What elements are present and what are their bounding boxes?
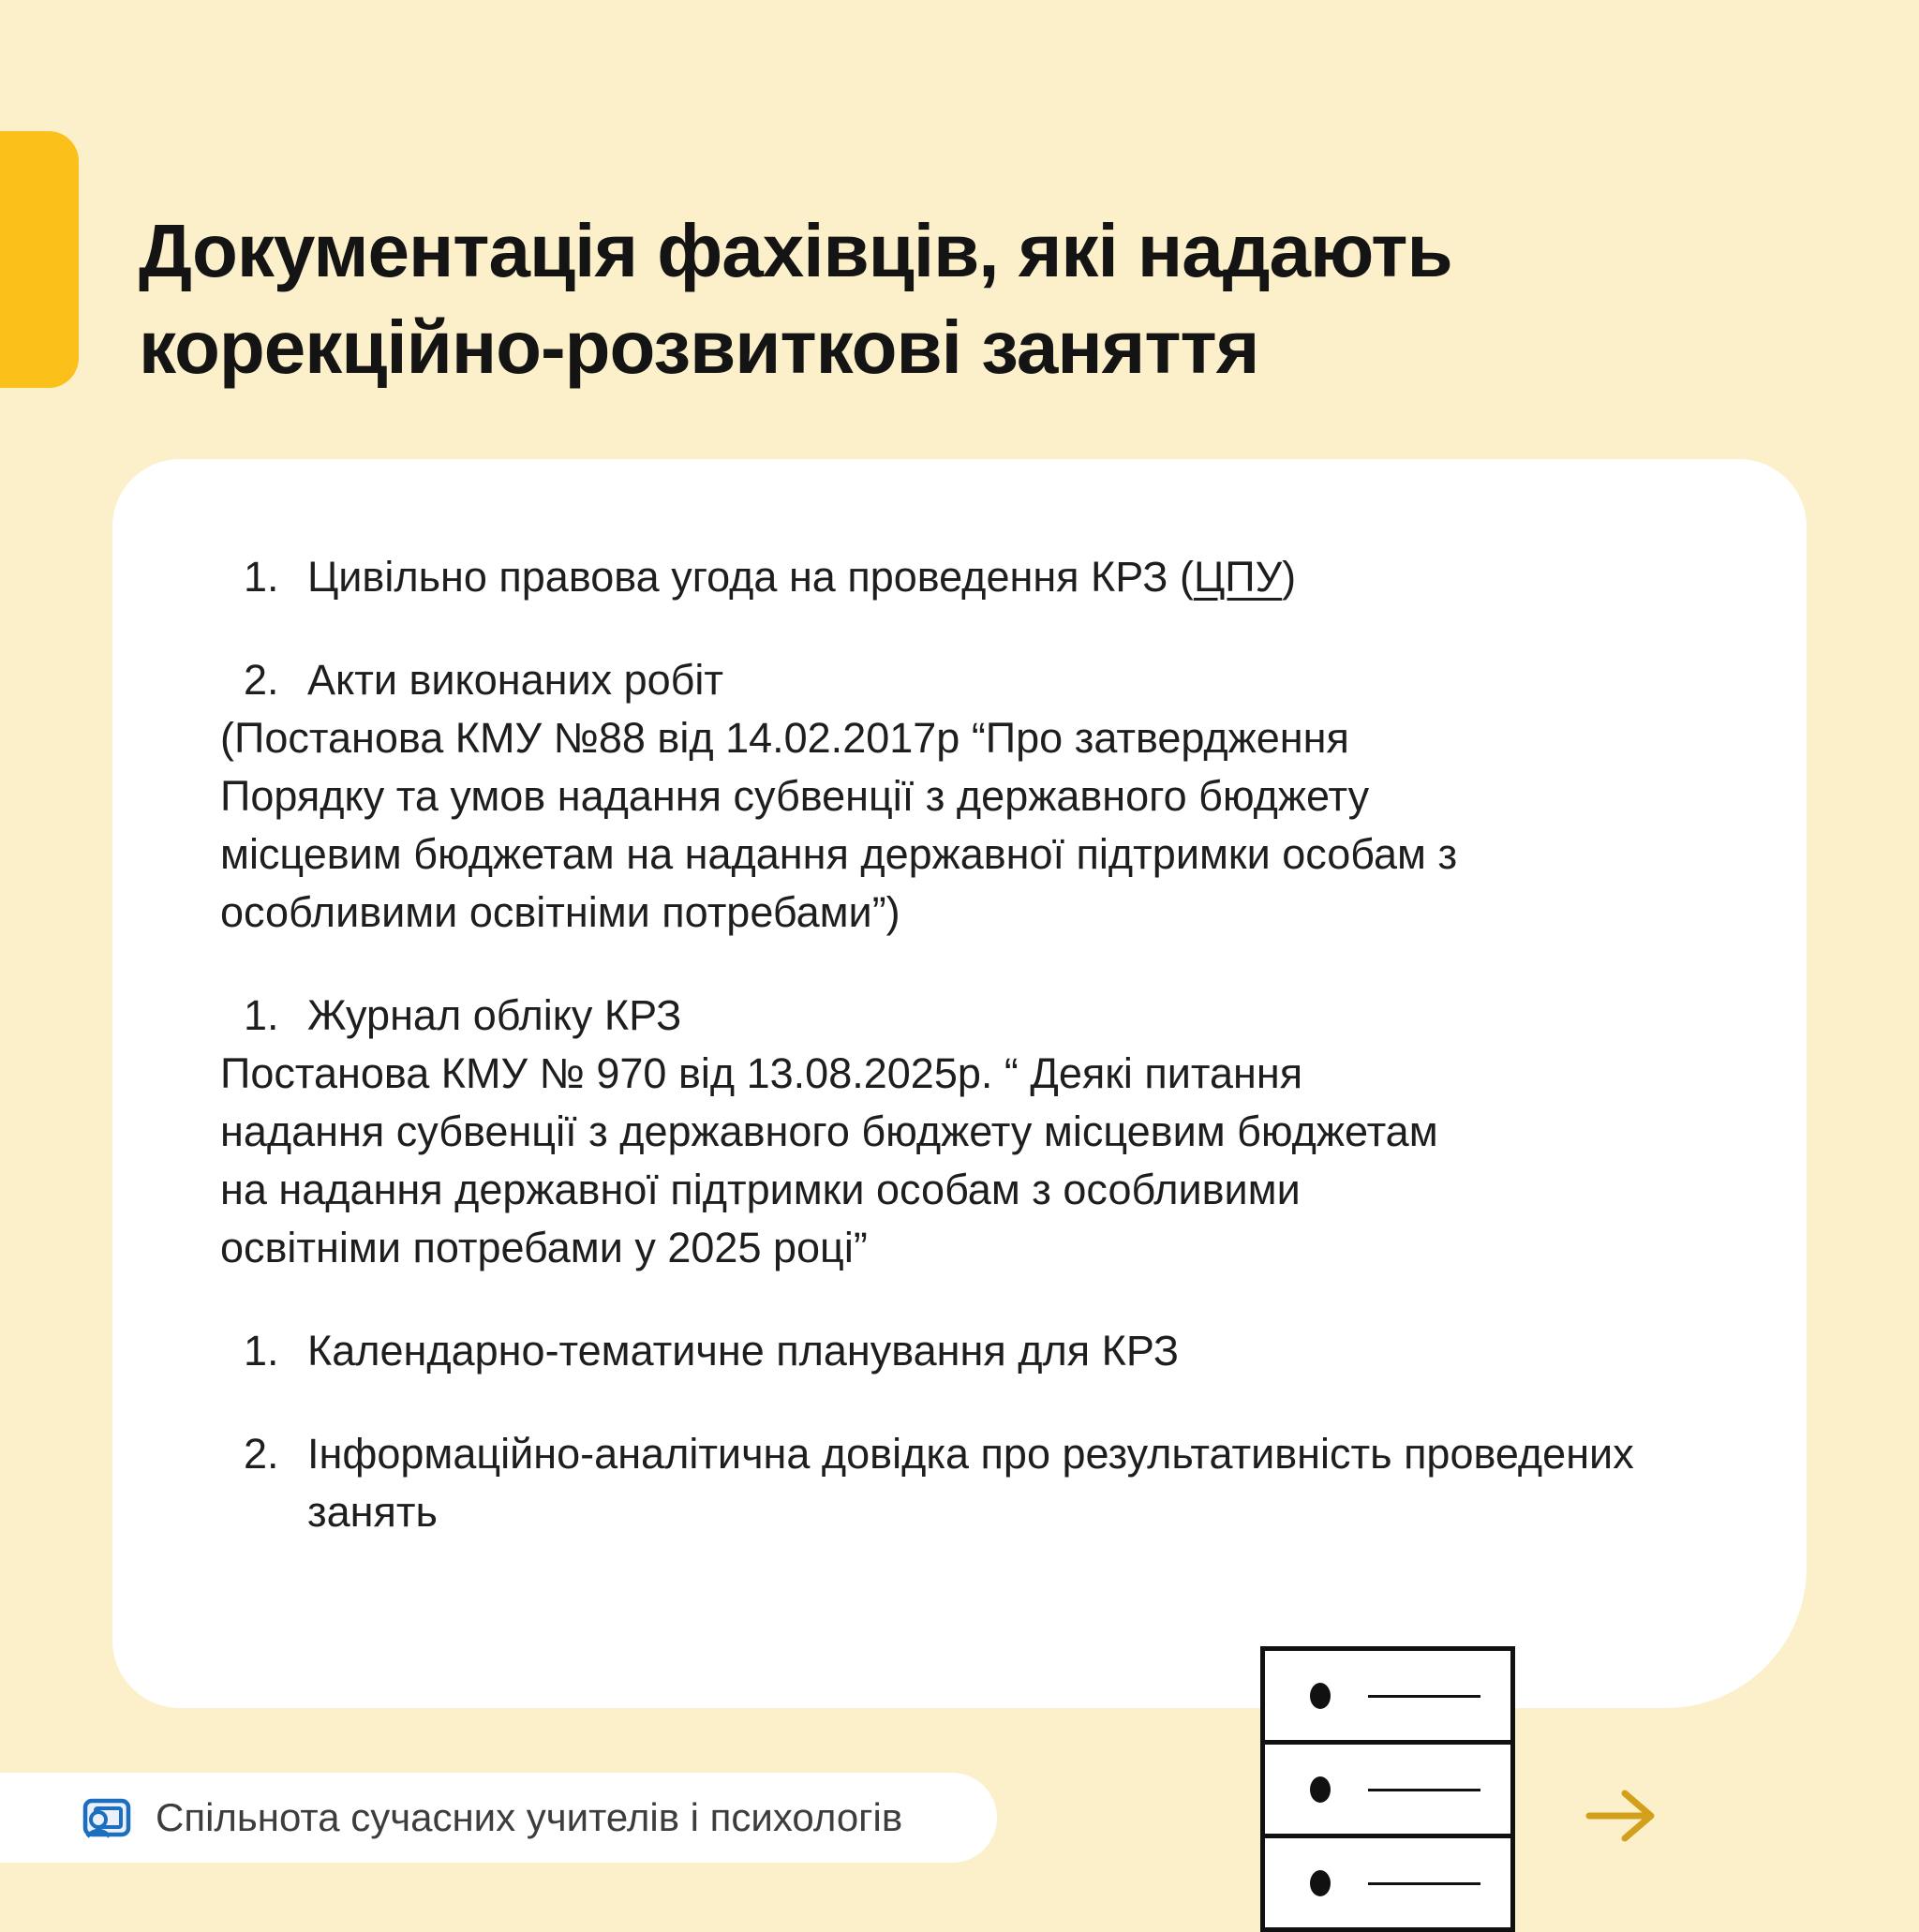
list-item-number: 1. <box>244 1327 279 1375</box>
list-item-text <box>307 548 1691 606</box>
list-item-text: Акти виконаних робіт <box>307 656 724 704</box>
list-item-text: Календарно-тематичне планування для КРЗ <box>307 1327 1180 1375</box>
file-cabinet-illustration <box>1260 1646 1515 1927</box>
drawer-knob-icon <box>1310 1776 1331 1803</box>
cabinet-drawer <box>1260 1646 1515 1740</box>
cabinet-drawer <box>1260 1740 1515 1834</box>
list-item-number: 2. <box>244 656 279 704</box>
content-card <box>112 459 1807 1708</box>
footer-brand-pill <box>0 1773 997 1863</box>
drawer-label-line <box>1368 1789 1480 1791</box>
list-item-text: Інформаційно-аналітична довідка про результативність проведених занять <box>307 1430 1634 1536</box>
list-item <box>220 651 1691 709</box>
community-badge-icon <box>82 1793 131 1842</box>
drawer-label-line <box>1368 1882 1480 1885</box>
list-item-number: 1. <box>244 991 279 1039</box>
regulation-note: Постанова КМУ № 970 від 13.08.2025р. “ Деякі питання надання субвенції з державного бюджету місцевим бюджетам на надання державної підтримки особам з особливими освітніми потребами у 2025 році” <box>220 1049 1438 1271</box>
list-item-text-after: ) <box>1282 553 1297 601</box>
list-item-number: 2. <box>244 1430 279 1478</box>
drawer-knob-icon <box>1310 1683 1331 1709</box>
drawer-label-line <box>1368 1695 1480 1698</box>
document-list <box>220 548 1691 1541</box>
list-item-text: Журнал обліку КРЗ <box>307 991 682 1039</box>
regulation-note: (Постанова КМУ №88 від 14.02.2017р “Про затвердження Порядку та умов надання субвенції з державного бюджету місцевим бюджетам на надання державної підтримки особам з особливими освітніми потребами”) <box>220 714 1458 936</box>
cabinet-drawer <box>1260 1834 1515 1932</box>
list-item-text-before: Цивільно правова угода на проведення КРЗ ( <box>307 553 1194 601</box>
list-item <box>220 548 1691 606</box>
next-slide-button[interactable] <box>1582 1782 1660 1850</box>
drawer-knob-icon <box>1310 1870 1331 1896</box>
page-title: Документація фахівців, які надають корекційно-розвиткові заняття <box>139 208 1452 389</box>
community-name: Спільнота сучасних учителів і психологів <box>156 1795 903 1839</box>
cpu-link[interactable]: ЦПУ <box>1193 553 1283 601</box>
list-item <box>220 987 1691 1045</box>
list-item <box>220 1322 1691 1380</box>
accent-tab-bar <box>0 131 79 388</box>
list-item <box>220 1425 1691 1541</box>
list-item-number: 1. <box>244 553 279 601</box>
arrow-right-icon <box>1582 1782 1660 1850</box>
